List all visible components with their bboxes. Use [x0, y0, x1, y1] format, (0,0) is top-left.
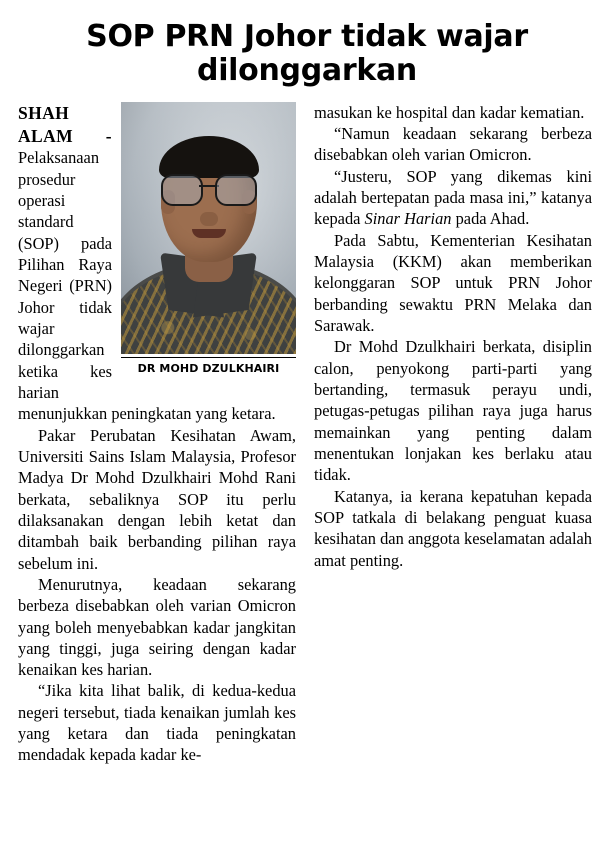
lens-left	[161, 174, 203, 206]
paragraph-text: Pelaksanaan prosedur operasi standard (SOP) pada Pilihan Raya Negeri (PRN) Johor tidak wajar dilonggarkan ketika kes harian menunjukkan peningkatan yang ketara.	[18, 148, 276, 424]
paragraph: Pakar Perubatan Kesihatan Awam, Universiti Sains Islam Malaysia, Profesor Madya Dr Mohd Dzulkhairi Mohd Rani berkata, sebaliknya SOP itu perlu dilaksanakan dengan lebih ketat dan ditambah baik berbanding pilihan raya sebelum ini.	[18, 425, 296, 573]
left-column	[18, 102, 296, 766]
nose	[200, 212, 218, 226]
dateline: SHAH ALAM -	[18, 102, 112, 146]
paragraph: Pada Sabtu, Kementerian Kesihatan Malaysia (KKM) akan memberikan kelonggaran SOP untuk PRN Johor berbanding sewaktu PRN Melaka dan Sarawak.	[314, 230, 592, 336]
paragraph: Dr Mohd Dzulkhairi berkata, disiplin calon, penyokong parti-parti yang bertanding, termasuk perayu undi, petugas-petugas pilihan raya juga harus memainkan yang penting dalam menentukan lonjakan kes berlaku atau tidak.	[314, 337, 592, 485]
paragraph: “Namun keadaan sekarang berbeza disebabkan oleh varian Omicron.	[314, 124, 592, 165]
publication-name: Sinar Harian	[364, 209, 452, 229]
paragraph-with-italic	[314, 166, 592, 230]
paragraph: Katanya, ia kerana kepatuhan kepada SOP tatkala di belakang penguat kuasa kesihatan dan anggota keselamatan adalah amat penting.	[314, 486, 592, 570]
page-title: SOP PRN Johor tidak wajar dilonggarkan	[86, 19, 528, 88]
photo-caption: DR MOHD DZULKHAIRI	[121, 357, 296, 376]
eyeglasses	[161, 174, 257, 202]
mouth	[192, 229, 226, 238]
right-column	[314, 102, 592, 571]
paragraph-text: “Justeru, SOP yang dikemas kini adalah bertepatan pada masa ini,” katanya kepada Sinar Harian pada Ahad.	[314, 166, 592, 229]
paragraph: “Jika kita lihat balik, di kedua-kedua negeri tersebut, tiada kenaikan jumlah kes yang ketara dan tiada peningkatan mendadak kepada kadar ke-	[18, 681, 296, 765]
paragraph-continuation: masukan ke hospital dan kadar kematian.	[314, 102, 585, 122]
lens-right	[215, 174, 257, 206]
person-figure	[121, 102, 296, 354]
portrait-photo	[121, 102, 296, 354]
article-columns	[18, 102, 596, 766]
hair	[159, 136, 259, 178]
article-figure	[121, 102, 296, 376]
paragraph: Menurutnya, keadaan sekarang berbeza disebabkan oleh varian Omicron yang boleh menyebabkan kadar jangkitan yang tinggi, juga seiring dengan kadar kenaikan kes harian.	[18, 574, 296, 680]
